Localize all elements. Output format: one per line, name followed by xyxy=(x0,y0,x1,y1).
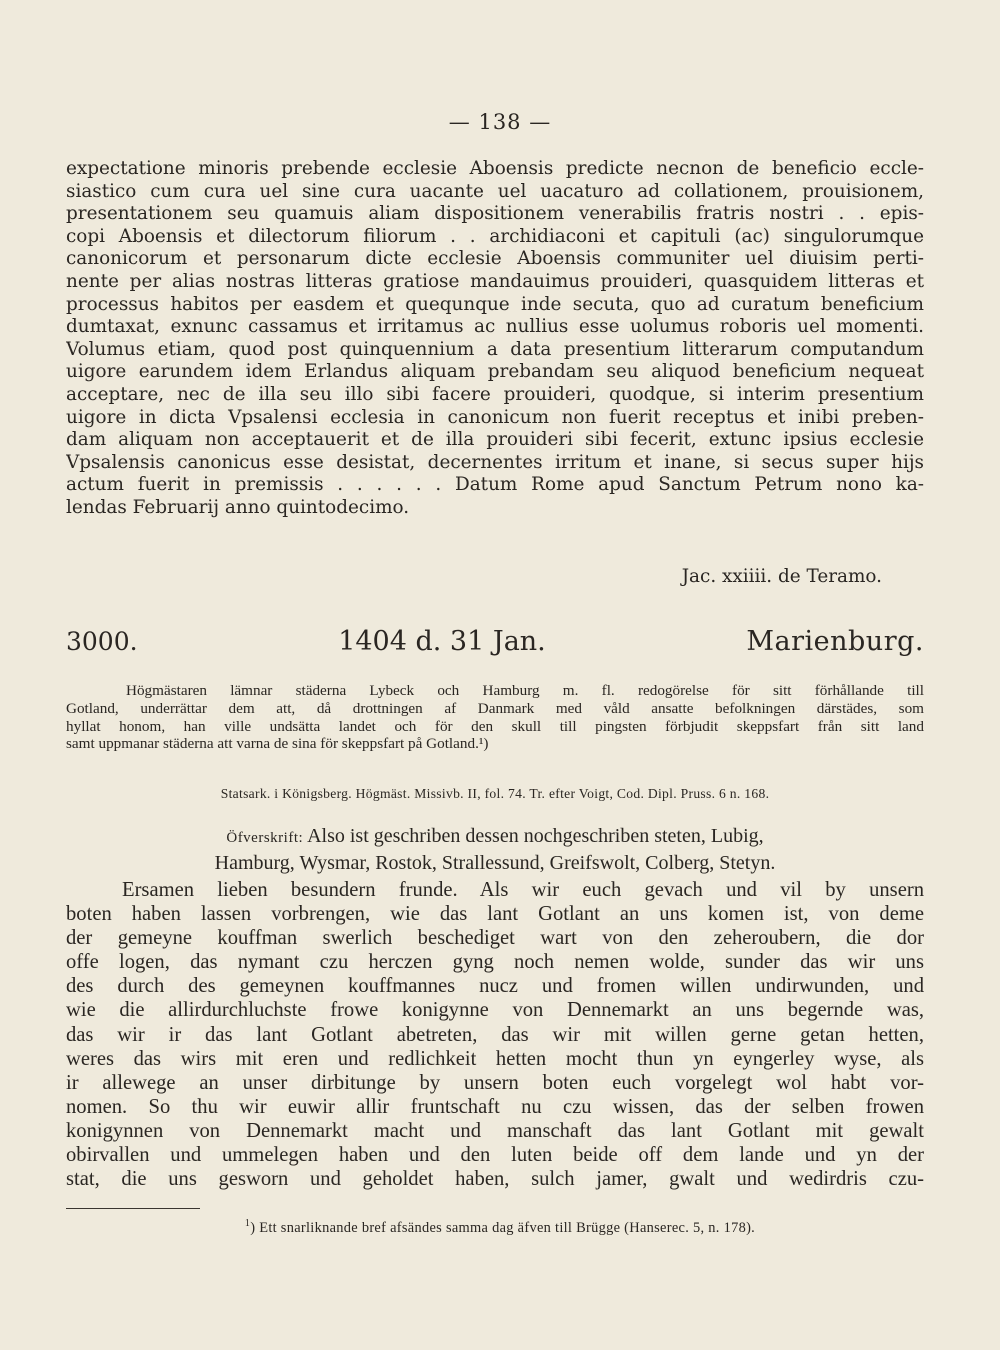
letter-line: der gemeyne kouffman swerlich beschediget wart von den zeheroubern, die dor xyxy=(66,927,924,950)
footnote-divider xyxy=(66,1208,200,1209)
page-number: — 138 — xyxy=(448,110,552,134)
letter-body xyxy=(66,878,924,1191)
text-line: nente per alias nostras litteras gratiose mandauimus prouideri, quasquidem litteras et xyxy=(66,270,924,292)
text-line: Vpsalensis canonicus esse desistat, decernentes irritum et inane, si secus super hijs xyxy=(66,451,924,473)
text-line: copi Aboensis et dilectorum filiorum . . archidiaconi et capituli (ac) singulorumque xyxy=(66,225,924,247)
footnote-text: ) Ett snarliknande bref afsändes samma dag äfven till Brügge (Hanserec. 5, n. 178). xyxy=(250,1219,756,1236)
summary-line: Gotland, underrättar dem att, då drottningen af Danmark med våld ansatte befolkningen därstädes, som xyxy=(66,699,924,717)
entry-heading xyxy=(66,626,924,657)
text-line: uigore earundem idem Erlandus aliquam prebandam seu aliquod beneficium nequeat xyxy=(66,361,924,383)
signature: Jac. xxiiii. de Teramo. xyxy=(681,566,882,587)
overwrite-line: Hamburg, Wysmar, Rostok, Strallessund, Greifswolt, Colberg, Stetyn. xyxy=(214,852,776,874)
letter-line: nomen. So thu wir euwir allir fruntschaft nu czu wissen, das der selben frowen xyxy=(66,1095,924,1118)
text-line: canonicorum et personarum dicte ecclesie Aboensis communiter uel diuisim perti- xyxy=(66,248,924,270)
letter-line: des durch des gemeynen kouffmannes nucz und fromen willen undirwunden, und xyxy=(66,975,924,998)
footnote-mark: 1 xyxy=(244,1218,251,1229)
text-line: dam aliquam non acceptauerit et de illa prouideri sibi fecerit, extunc ipsius ecclesie xyxy=(66,429,924,451)
letter-line: obirvallen und ummelegen haben und den luten beide off dem lande und yn der xyxy=(66,1144,924,1167)
letter-line: das wir ir das lant Gotlant abetreten, das wir mit willen gerne getan hetten, xyxy=(66,1023,924,1046)
summary-line: hyllat honom, han ville undsätta landet och för den skull till pingsten förbjudit skeppsfart från sitt land xyxy=(66,717,924,735)
text-line: processus habitos per easdem et quequnque inde secuta, quo ad curatum beneficium xyxy=(66,293,924,315)
letter-line: offe logen, das nymant czu herczen gyng noch nemen wolde, sunder das wir uns xyxy=(66,951,924,974)
text-line: actum fuerit in premissis . . . . . . Datum Rome apud Sanctum Petrum nono ka- xyxy=(66,474,924,496)
letter-line: Ersamen lieben besundern frunde. Als wir euch gevach und vil by unsern xyxy=(122,879,924,901)
summary-line: samt uppmanar städerna att varna de sina för skeppsfart på Gotland.¹) xyxy=(66,735,489,753)
entry-place: Marienburg. xyxy=(746,626,924,657)
entry-number: 3000. xyxy=(66,627,138,656)
overwrite-line xyxy=(66,824,924,851)
letter-line: stat, die uns gesworn und geholdet haben, sulch jamer, gwalt und wedirdris czu- xyxy=(66,1168,924,1191)
overwrite-block xyxy=(66,824,924,876)
summary-line: Högmästaren lämnar städerna Lybeck och Hamburg m. fl. redogörelse för sitt förhållande till xyxy=(126,682,924,699)
text-line: lendas Februarij anno quintodecimo. xyxy=(66,496,410,518)
text-line: expectatione minoris prebende ecclesie Aboensis predicte necnon de beneficio eccle- xyxy=(66,158,924,179)
letter-line: ir allewege an unser dirbitunge by unsern boten euch vorgelegt wol habt vor- xyxy=(66,1071,924,1094)
text-line: uigore in dicta Vpsalensi ecclesia in canonicum non fuerit receptus et inibi preben- xyxy=(66,406,924,428)
text-line: dumtaxat, exnunc cassamus et irritamus ac nullius esse uolumus roboris uel momenti. xyxy=(66,316,924,338)
text-line: presentationem seu quamuis aliam dispositionem venerabilis fratris nostri . . epis- xyxy=(66,203,924,225)
letter-line: konigynnen von Dennemarkt macht und manschaft das lant Gotlant mit gewalt xyxy=(66,1119,924,1142)
text-line: acceptare, nec de illa seu illo sibi facere prouideri, quodque, si interim presentium xyxy=(66,383,924,405)
entry-summary xyxy=(66,682,924,753)
overwrite-lead: Öfverskrift: xyxy=(226,830,304,846)
text-line: Volumus etiam, quod post quinquennium a data presentium litterarum computandum xyxy=(66,338,924,360)
letter-line: weres das wirs mit eren und redlichkeit hetten mocht thun yn eyngerley wyse, als xyxy=(66,1047,924,1070)
source-citation: Statsark. i Königsberg. Högmäst. Missivb. II, fol. 74. Tr. efter Voigt, Cod. Dipl. Pruss. 6 n. 168. xyxy=(220,786,770,801)
letter-line: boten haben lassen vorbrengen, wie das lant Gotlant an uns komen ist, von deme xyxy=(66,903,924,926)
overwrite-text: Also ist geschriben dessen nochgeschriben steten, Lubig, xyxy=(307,825,764,847)
entry-date: 1404 d. 31 Jan. xyxy=(338,626,546,657)
text-line: siastico cum cura uel sine cura uacante uel uacaturo ad collationem, prouisionem, xyxy=(66,180,924,202)
upper-paragraph xyxy=(66,158,924,520)
letter-line: wie die allirdurchluchste frowe konigynne von Dennemarkt an uns begernde was, xyxy=(66,999,924,1022)
footnote xyxy=(0,1218,1000,1237)
